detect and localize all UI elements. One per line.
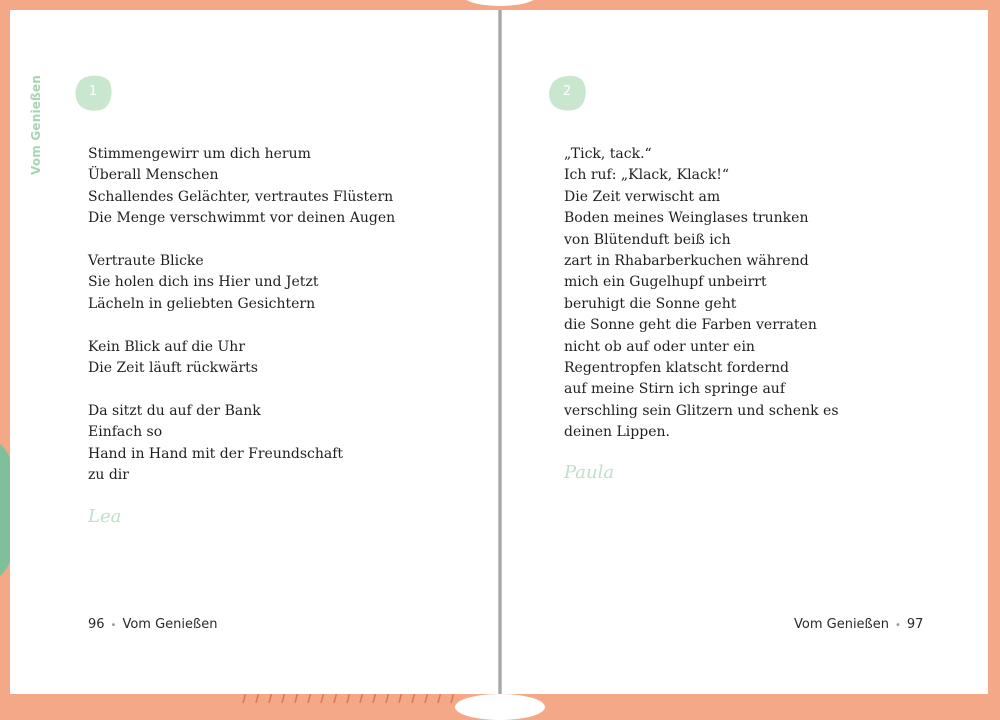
poem-line: Schallendes Gelächter, vertrautes Flüstern [88, 188, 394, 205]
poem-line: Die Zeit läuft rückwärts [88, 360, 258, 377]
stanza [88, 337, 395, 380]
poem-number-badge-left [75, 74, 113, 110]
poem-line: Die Menge verschwimmt vor deinen Augen [88, 210, 396, 227]
poem-line: zu dir [88, 467, 129, 484]
top-notch [460, 0, 540, 6]
poem-line: Die Zeit verwischt am [564, 188, 721, 205]
separator-dot-icon: • [894, 620, 901, 631]
poem-line: mich ein Gugelhupf unbeirrt [564, 274, 767, 291]
poem-line: Regentropfen klatscht fordernd [564, 360, 790, 377]
poem-number-badge-right [549, 74, 587, 110]
poem-line: Sie holen dich ins Hier und Jetzt [88, 274, 319, 291]
poem-line: Boden meines Weinglases trunken [564, 210, 809, 227]
poem-line: Ich ruf: „Klack, Klack!“ [564, 167, 730, 184]
stanza [88, 251, 395, 315]
author-signature-left: Lea [88, 506, 122, 527]
poem-line: „Tick, tack.“ [564, 146, 652, 162]
poem-line: Einfach so [88, 424, 163, 441]
section-side-label [29, 155, 43, 175]
poem-line: Kein Blick auf die Uhr [88, 338, 246, 355]
poem-text-right [564, 144, 839, 465]
separator-dot-icon: • [110, 620, 117, 631]
poem-line: auf meine Stirn ich springe auf [564, 381, 785, 398]
page-number: 97 [906, 617, 924, 632]
poem-line: zart in Rhabarberkuchen während [564, 253, 809, 270]
poem-line: Vertraute Blicke [88, 253, 204, 270]
footer-section-title: Vom Genießen [794, 617, 889, 632]
poem-line: die Sonne geht die Farben verraten [564, 317, 817, 334]
poem-line: nicht ob auf oder unter ein [564, 338, 755, 355]
poem-line: Da sitzt du auf der Bank [88, 402, 261, 419]
footer-left [88, 617, 217, 632]
poem-line: Lächeln in geliebten Gesichtern [88, 295, 316, 312]
stanza [564, 144, 839, 444]
poem-line: verschling sein Glitzern und schenk es [564, 402, 839, 419]
page-number: 96 [88, 617, 105, 632]
author-signature-right: Paula [564, 462, 615, 483]
poem-line: Stimmengewirr um dich herum [88, 146, 311, 162]
poem-line: deinen Lippen. [564, 424, 670, 441]
bottom-notch [455, 694, 545, 720]
footer-right [794, 617, 923, 632]
poem-line: Hand in Hand mit der Freundschaft [88, 445, 344, 462]
poem-line: beruhigt die Sonne geht [564, 295, 737, 312]
stanza [88, 401, 395, 487]
poem-line: von Blütenduft beiß ich [564, 231, 731, 248]
poem-number: 1 [88, 84, 98, 99]
stanza [88, 144, 395, 230]
footer-section-title: Vom Genießen [122, 617, 218, 632]
poem-line: Überall Menschen [88, 167, 219, 184]
poem-number: 2 [562, 84, 572, 99]
poem-text-left [88, 144, 395, 508]
